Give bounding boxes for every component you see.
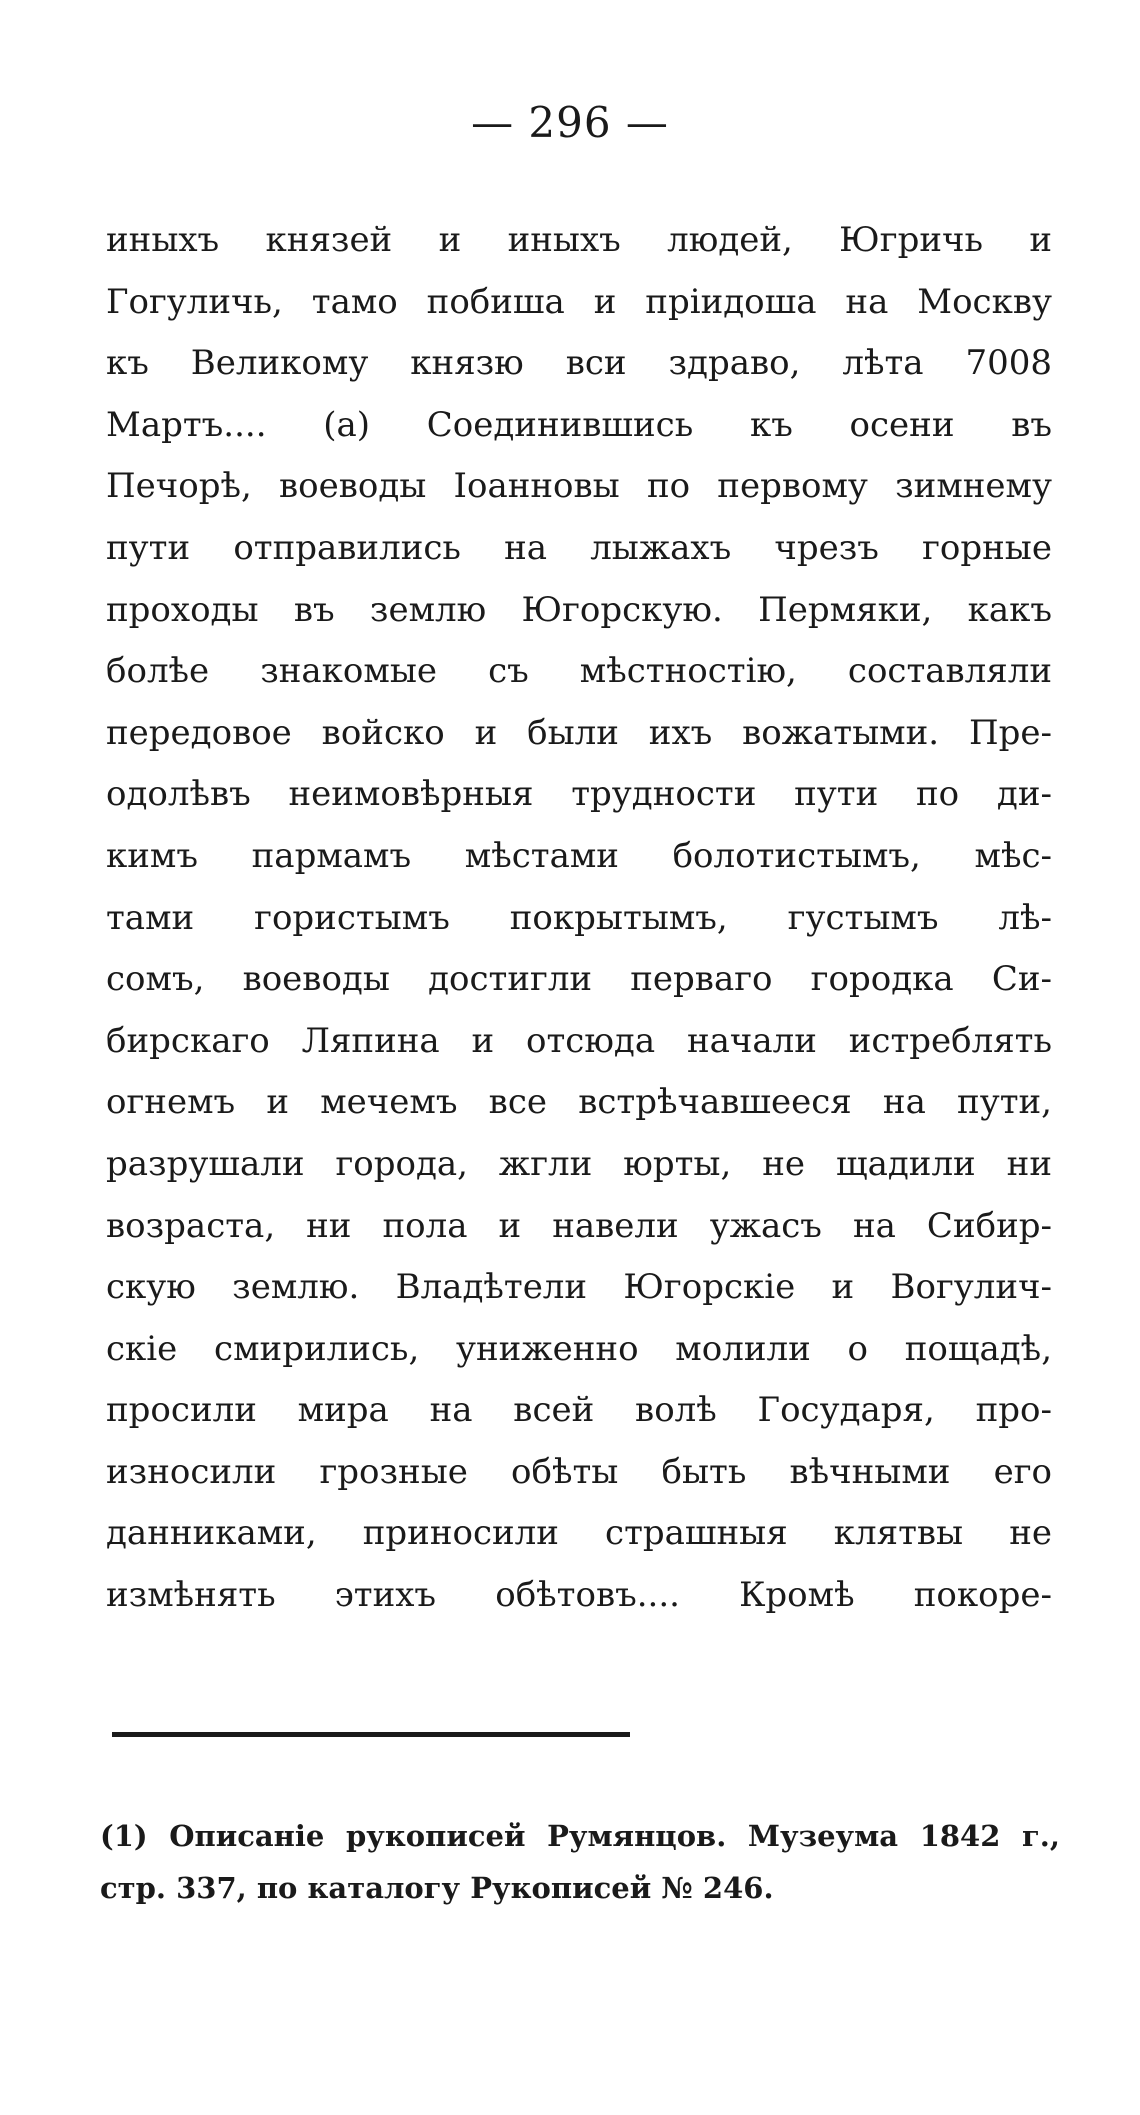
- footnote: [100, 1810, 1060, 1914]
- text-line: болѣе знакомые съ мѣстностію, составляли: [106, 651, 1052, 692]
- footnote-line: (1) Описаніе рукописей Румянцов. Музеума 1842 г.,: [100, 1819, 1060, 1853]
- text-line: Мартъ.... (а) Соединившись къ осени въ: [106, 404, 1052, 445]
- text-line: кимъ пармамъ мѣстами болотистымъ, мѣс-: [106, 835, 1052, 876]
- text-line: передовое войско и были ихъ вожатыми. Пре-: [106, 712, 1052, 753]
- text-line: Печорѣ, воеводы Іоанновы по первому зимнему: [106, 466, 1052, 507]
- text-line: скіе смирились, униженно молили о пощадѣ,: [106, 1328, 1052, 1369]
- text-line: просили мира на всей волѣ Государя, про-: [106, 1390, 1052, 1431]
- text-line: бирскаго Ляпина и отсюда начали истреблять: [106, 1020, 1052, 1061]
- footnote-line: стр. 337, по каталогу Рукописей № 246.: [100, 1871, 774, 1905]
- text-line: сомъ, воеводы достигли перваго городка Си-: [106, 959, 1052, 1000]
- text-line: тами гористымъ покрытымъ, густымъ лѣ-: [106, 897, 1052, 938]
- text-line: скую землю. Владѣтели Югорскіе и Вогулич-: [106, 1267, 1052, 1308]
- body-text: [106, 210, 1052, 1627]
- footnote-divider: [112, 1732, 630, 1737]
- text-line: данниками, приносили страшныя клятвы не: [106, 1513, 1052, 1554]
- text-line: къ Великому князю вси здраво, лѣта 7008: [106, 343, 1052, 384]
- text-line: износили грозные обѣты быть вѣчными его: [106, 1451, 1052, 1492]
- text-line: проходы въ землю Югорскую. Пермяки, какъ: [106, 589, 1052, 630]
- text-line: измѣнять этихъ обѣтовъ.... Кромѣ покоре-: [106, 1575, 1052, 1616]
- text-line: разрушали города, жгли юрты, не щадили ни: [106, 1143, 1052, 1184]
- text-line: пути отправились на лыжахъ чрезъ горные: [106, 527, 1052, 568]
- text-line: возраста, ни пола и навели ужасъ на Сибир-: [106, 1205, 1052, 1246]
- page-number: — 296 —: [471, 98, 669, 147]
- text-line: одолѣвъ неимовѣрныя трудности пути по ди-: [106, 774, 1052, 815]
- text-line: огнемъ и мечемъ все встрѣчавшееся на пути,: [106, 1082, 1052, 1123]
- text-line: иныхъ князей и иныхъ людей, Югричь и: [106, 220, 1052, 260]
- text-line: Гогуличь, тамо побиша и пріидоша на Москву: [106, 281, 1052, 322]
